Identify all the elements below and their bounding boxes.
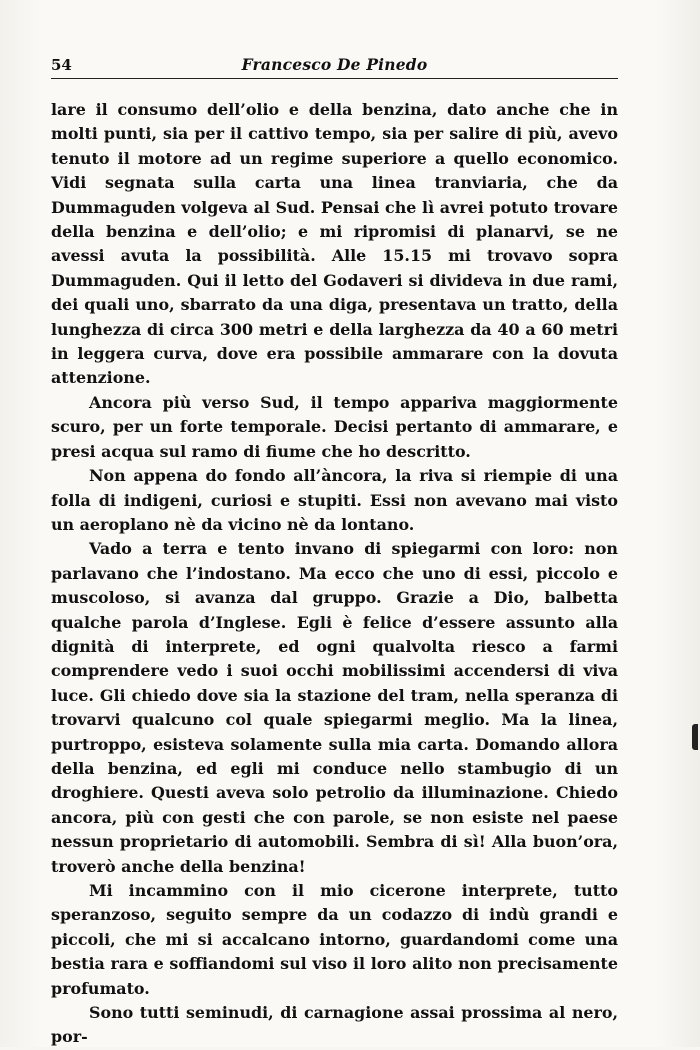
paragraph: Sono tutti seminudi, di carnagione assai prossima al nero, por-	[51, 1003, 618, 1047]
page-edge-mark	[692, 724, 698, 750]
page-number: 54	[51, 56, 72, 74]
paragraph: Mi incammino con il mio cicerone interprete, tutto speranzoso, seguito sempre da un codazzo di indù grandi e piccoli, che mi si accalcano intorno, guardandomi come una bestia rara e soffiandomi sul viso il loro alito non precisamente profumato.	[51, 881, 618, 998]
paragraph: Non appena do fondo all’àncora, la riva si riempie di una folla di indigeni, curiosi e stupiti. Essi non avevano mai visto un aeroplano nè da vicino nè da lontano.	[51, 466, 618, 534]
paragraph: Ancora più verso Sud, il tempo appariva maggiormente scuro, per un forte temporale. Decisi pertanto di ammarare, e presi acqua sul ramo di fiume che ho descritto.	[51, 392, 618, 461]
paragraph: lare il consumo dell’olio e della benzina, dato anche che in molti punti, sia per il cattivo tempo, sia per salire di più, avevo tenuto il motore ad un regime superiore a quello economico. Vidi segnata sulla carta una linea tranviaria, che da Dummaguden volgeva al Sud. Pensai che lì avrei potuto trovare della benzina e dell’olio; e mi ripromisi di planarvi, se ne avessi avuta la possibilità. Alle 15.15 mi trovavo sopra Dummaguden. Qui il letto del Godaveri si divideva in due rami, dei quali uno, sbarrato da una diga, presentava un tratto, della lunghezza di circa 300 metri e della larghezza da 40 a 60 metri in leggera curva, dove era possibile ammarare con la dovuta attenzione.	[51, 100, 618, 388]
page-header	[51, 52, 618, 79]
body-text	[51, 98, 618, 1050]
running-title: Francesco De Pinedo	[241, 55, 428, 74]
paragraph: Vado a terra e tento invano di spiegarmi con loro: non parlavano che l’indostano. Ma ecco che uno di essi, piccolo e muscoloso, si avanza dal gruppo. Grazie a Dio, balbetta qualche parola d’Inglese. Egli è felice d’essere assunto alla dignità di interprete, ed ogni qualvolta riesco a farmi comprendere vedo i suoi occhi mobilissimi accendersi di viva luce. Gli chiedo dove sia la stazione del tram, nella speranza di trovarvi qualcuno col quale spiegarmi meglio. Ma la linea, purtroppo, esisteva solamente sulla mia carta. Domando allora della benzina, ed egli mi conduce nello stambugio di un droghiere. Questi aveva solo petrolio da illuminazione. Chiedo ancora, più con gesti che con parole, se non esiste nel paese nessun proprietario di automobili. Sembra di sì! Alla buon’ora, troverò anche della benzina!	[51, 539, 618, 876]
